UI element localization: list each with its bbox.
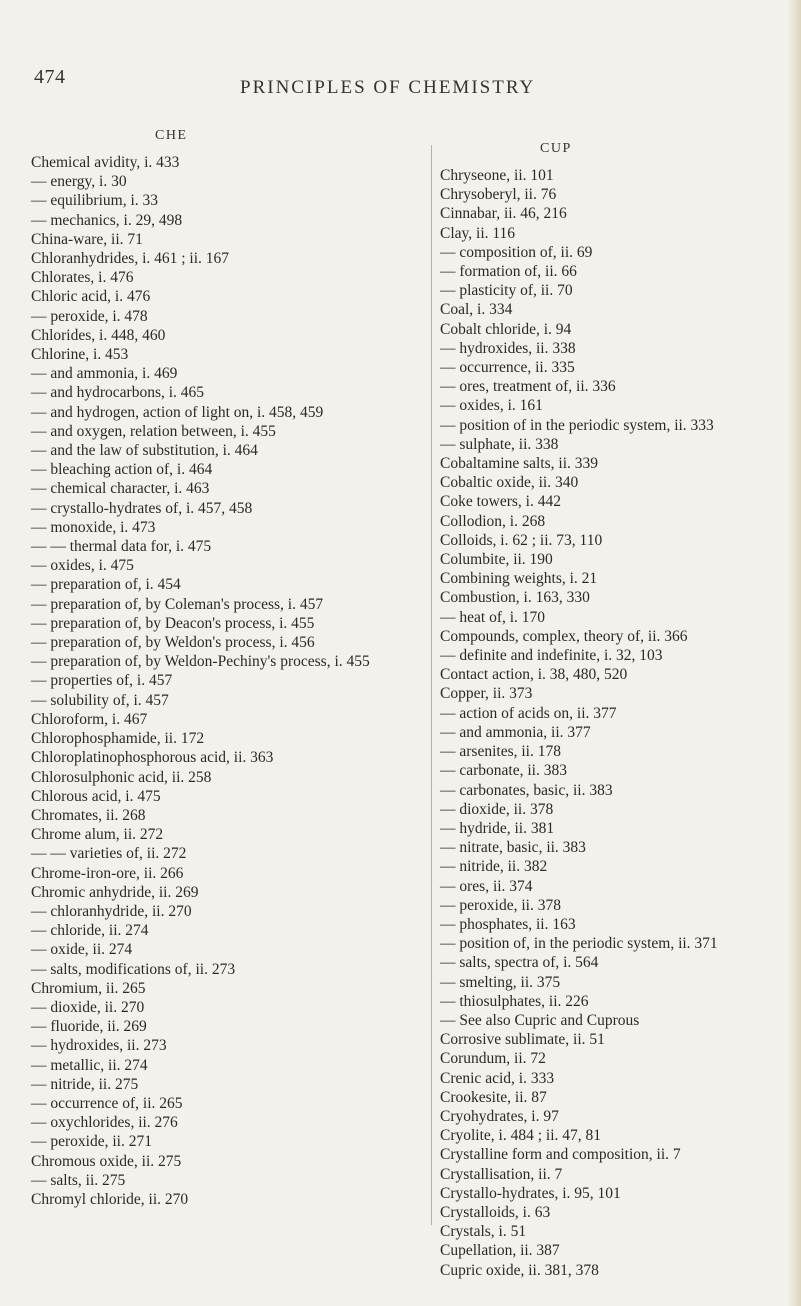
index-entry: Chlorine, i. 453: [31, 346, 129, 364]
index-entry: Crystallo-hydrates, i. 95, 101: [440, 1184, 621, 1202]
running-title: PRINCIPLES OF CHEMISTRY: [240, 77, 536, 98]
index-entry: — mechanics, i. 29, 498: [31, 211, 183, 229]
index-entry: Collodion, i. 268: [440, 512, 546, 530]
index-entry: Copper, ii. 373: [440, 685, 533, 703]
index-entry: Contact action, i. 38, 480, 520: [440, 666, 628, 684]
index-entry: Chryseone, ii. 101: [440, 167, 554, 184]
index-entry: — dioxide, ii. 270: [31, 998, 145, 1016]
index-entry: Corundum, ii. 72: [440, 1050, 546, 1068]
index-entry: Crookesite, ii. 87: [440, 1088, 547, 1106]
index-entry: Cupellation, ii. 387: [440, 1242, 560, 1260]
index-entry: Chloranhydrides, i. 461 ; ii. 167: [31, 250, 230, 268]
index-entry: Chromic anhydride, ii. 269: [31, 883, 199, 901]
index-entry: Crystalloids, i. 63: [440, 1203, 551, 1221]
index-entry: — energy, i. 30: [31, 173, 127, 191]
index-entry: Chloric acid, i. 476: [31, 288, 151, 306]
page-number: 474: [34, 66, 66, 88]
index-entry: — and hydrocarbons, i. 465: [31, 384, 205, 402]
index-entry: Crystallisation, ii. 7: [440, 1165, 563, 1183]
index-entry: Combustion, i. 163, 330: [440, 589, 590, 607]
index-entry: — plasticity of, ii. 70: [440, 282, 573, 300]
index-entry: Chlorous acid, i. 475: [31, 787, 161, 805]
index-entry: Cinnabar, ii. 46, 216: [440, 205, 567, 223]
index-entry: — oxides, i. 161: [440, 397, 543, 415]
index-entry: Crenic acid, i. 333: [440, 1069, 555, 1087]
index-entry: — occurrence of, ii. 265: [31, 1094, 183, 1112]
index-entry: Cryohydrates, i. 97: [440, 1107, 559, 1125]
index-entry: — metallic, ii. 274: [31, 1056, 148, 1074]
index-entry: — smelting, ii. 375: [440, 973, 561, 991]
index-entry: Chlorosulphonic acid, ii. 258: [31, 768, 212, 786]
index-entry: — sulphate, ii. 338: [440, 435, 559, 453]
index-entry: — bleaching action of, i. 464: [31, 461, 213, 479]
index-entry: — — varieties of, ii. 272: [31, 845, 187, 863]
index-entry: Coal, i. 334: [440, 301, 513, 319]
index-entry: — hydroxides, ii. 273: [31, 1037, 167, 1055]
index-entry: — position of in the periodic system, ii. 333: [440, 416, 714, 434]
index-entry: — preparation of, by Coleman's process, i. 457: [31, 595, 324, 613]
index-entry: Chrome-iron-ore, ii. 266: [31, 864, 184, 882]
index-entry: — arsenites, ii. 178: [440, 743, 561, 761]
index-entry: Combining weights, i. 21: [440, 570, 598, 588]
index-entry: — carbonate, ii. 383: [440, 762, 567, 780]
index-entry: — hydride, ii. 381: [440, 819, 555, 837]
index-entry: Columbite, ii. 190: [440, 551, 553, 569]
index-entry: — composition of, ii. 69: [440, 243, 593, 261]
index-entry: Chloroform, i. 467: [31, 710, 148, 728]
index-entry: Crystals, i. 51: [440, 1223, 527, 1241]
index-entry: — carbonates, basic, ii. 383: [440, 781, 613, 799]
index-entry: China-ware, ii. 71: [31, 230, 143, 248]
index-entry: Chlorides, i. 448, 460: [31, 326, 166, 344]
index-entry: — salts, modifications of, ii. 273: [31, 960, 236, 978]
index-entry: — and hydrogen, action of light on, i. 458, 459: [31, 403, 324, 421]
index-entry: Chemical avidity, i. 433: [31, 154, 180, 171]
index-entry: — hydroxides, ii. 338: [440, 339, 576, 357]
index-entry: Chlorophosphamide, ii. 172: [31, 730, 205, 748]
right-guide-word: CUP: [540, 141, 572, 156]
index-entry: — formation of, ii. 66: [440, 263, 577, 281]
index-entry: Crystalline form and composition, ii. 7: [440, 1146, 681, 1164]
left-index-column: [31, 153, 409, 1209]
right-index-column: [440, 166, 785, 1280]
index-entry: — and ammonia, i. 469: [31, 365, 178, 383]
index-entry: — phosphates, ii. 163: [440, 915, 576, 933]
index-entry: Corrosive sublimate, ii. 51: [440, 1031, 605, 1049]
index-entry: — preparation of, by Deacon's process, i. 455: [31, 614, 315, 632]
index-entry: — — thermal data for, i. 475: [31, 538, 212, 556]
index-entry: — equilibrium, i. 33: [31, 192, 159, 210]
index-entry: — properties of, i. 457: [31, 672, 173, 690]
index-entry: Chloroplatinophosphorous acid, ii. 363: [31, 749, 274, 767]
index-entry: — occurrence, ii. 335: [440, 359, 575, 377]
index-entry: — heat of, i. 170: [440, 608, 546, 626]
index-entry: — oxychlorides, ii. 276: [31, 1114, 178, 1132]
index-entry: Coke towers, i. 442: [440, 493, 561, 511]
index-entry: — preparation of, i. 454: [31, 576, 181, 594]
index-entry: Clay, ii. 116: [440, 224, 516, 242]
index-entry: — peroxide, i. 478: [31, 307, 148, 325]
index-entry: — and the law of substitution, i. 464: [31, 442, 258, 460]
index-entry: — See also Cupric and Cuprous: [440, 1011, 640, 1029]
index-entry: — dioxide, ii. 378: [440, 800, 554, 818]
index-entry: Chrome alum, ii. 272: [31, 826, 164, 844]
index-entry: Chrysoberyl, ii. 76: [440, 186, 557, 204]
index-entry: — nitride, ii. 275: [31, 1075, 139, 1093]
index-entry: Cryolite, i. 484 ; ii. 47, 81: [440, 1127, 602, 1145]
index-entry: — ores, treatment of, ii. 336: [440, 378, 616, 396]
index-entry: Compounds, complex, theory of, ii. 366: [440, 627, 688, 645]
index-entry: — ores, ii. 374: [440, 877, 533, 895]
index-entry: — fluoride, ii. 269: [31, 1018, 147, 1036]
index-entry: — peroxide, ii. 271: [31, 1133, 152, 1151]
index-entry: — and ammonia, ii. 377: [440, 723, 591, 741]
index-entry: — action of acids on, ii. 377: [440, 704, 617, 722]
index-entry: Chromous oxide, ii. 275: [31, 1152, 182, 1170]
index-entry: — preparation of, by Weldon-Pechiny's process, i. 455: [31, 653, 370, 671]
column-divider: [431, 145, 432, 1225]
index-entry: Chlorates, i. 476: [31, 269, 134, 287]
index-entry: Chromyl chloride, ii. 270: [31, 1190, 189, 1208]
index-entry: — nitride, ii. 382: [440, 858, 548, 876]
index-entry: — nitrate, basic, ii. 383: [440, 839, 586, 857]
index-entry: Cobaltic oxide, ii. 340: [440, 474, 579, 492]
index-entry: Chromates, ii. 268: [31, 806, 146, 824]
page-edge-shading: [787, 0, 801, 1306]
index-entry: Chromium, ii. 265: [31, 979, 146, 997]
index-entry: — preparation of, by Weldon's process, i. 456: [31, 634, 315, 652]
index-entry: — salts, ii. 275: [31, 1171, 126, 1189]
index-entry: — definite and indefinite, i. 32, 103: [440, 647, 663, 665]
index-entry: — chemical character, i. 463: [31, 480, 210, 498]
index-entry: — chloride, ii. 274: [31, 922, 149, 940]
index-entry: — oxide, ii. 274: [31, 941, 133, 959]
index-entry: — thiosulphates, ii. 226: [440, 992, 589, 1010]
index-entry: — oxides, i. 475: [31, 557, 134, 575]
index-entry: — salts, spectra of, i. 564: [440, 954, 599, 972]
index-entry: — chloranhydride, ii. 270: [31, 902, 192, 920]
index-entry: — position of, in the periodic system, ii. 371: [440, 935, 718, 953]
index-entry: Cobalt chloride, i. 94: [440, 320, 572, 338]
index-entry: — monoxide, i. 473: [31, 518, 156, 536]
index-entry: — crystallo-hydrates of, i. 457, 458: [31, 499, 253, 517]
index-entry: — and oxygen, relation between, i. 455: [31, 422, 276, 440]
index-entry: — solubility of, i. 457: [31, 691, 169, 709]
index-entry: Cupric oxide, ii. 381, 378: [440, 1261, 599, 1279]
index-entry: Colloids, i. 62 ; ii. 73, 110: [440, 531, 603, 549]
left-guide-word: CHE: [155, 128, 188, 143]
index-entry: Cobaltamine salts, ii. 339: [440, 455, 598, 473]
index-entry: — peroxide, ii. 378: [440, 896, 561, 914]
